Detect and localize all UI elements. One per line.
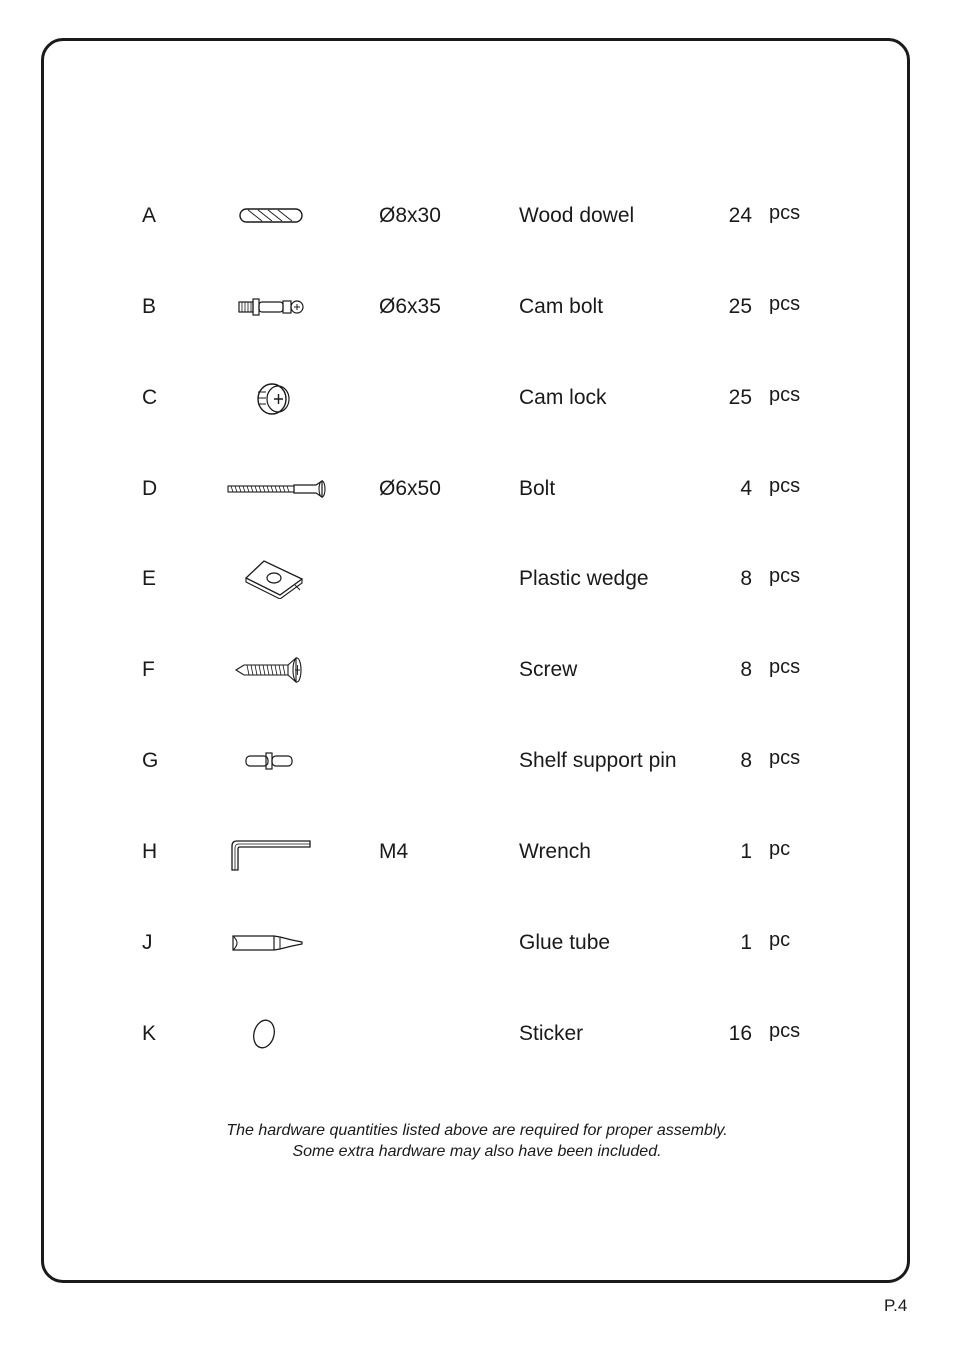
item-quantity: 25 [728, 386, 752, 409]
item-unit: pcs [769, 565, 801, 587]
item-letter: C [142, 386, 158, 409]
wood-dowel-icon [222, 196, 332, 236]
shelf-support-pin-icon [222, 741, 332, 781]
sticker-icon [222, 1014, 332, 1054]
item-size: M4 [379, 840, 409, 863]
assembly-note-line-2: Some extra hardware may also have been included. [292, 1143, 662, 1160]
wrench-icon [222, 832, 332, 872]
item-letter: G [142, 749, 159, 772]
item-quantity: 1 [740, 931, 752, 954]
item-unit: pc [769, 929, 791, 951]
item-letter: F [142, 658, 155, 681]
item-name: Wood dowel [519, 204, 635, 227]
cam-lock-icon [222, 378, 332, 418]
screw-icon [222, 650, 332, 690]
item-unit: pcs [769, 1020, 801, 1042]
item-quantity: 24 [728, 204, 752, 227]
hardware-row-h [0, 832, 954, 872]
item-letter: J [142, 931, 153, 954]
item-name: Glue tube [519, 931, 611, 954]
page-number: P.4 [884, 1296, 908, 1315]
item-name: Sticker [519, 1022, 584, 1045]
hardware-row-d [0, 469, 954, 509]
item-letter: H [142, 840, 158, 863]
hardware-row-j [0, 923, 954, 963]
item-size: Ø8x30 [379, 204, 441, 227]
hardware-row-c [0, 378, 954, 418]
item-letter: K [142, 1022, 157, 1045]
item-quantity: 4 [740, 477, 752, 500]
item-letter: A [142, 204, 157, 227]
item-unit: pcs [769, 747, 801, 769]
item-unit: pcs [769, 293, 801, 315]
item-letter: D [142, 477, 158, 500]
item-unit: pc [769, 838, 791, 860]
item-size: Ø6x35 [379, 295, 441, 318]
hardware-row-a [0, 196, 954, 236]
item-name: Cam lock [519, 386, 607, 409]
hardware-row-f [0, 650, 954, 690]
item-unit: pcs [769, 384, 801, 406]
bolt-icon [222, 469, 332, 509]
hardware-row-k [0, 1014, 954, 1054]
item-name: Cam bolt [519, 295, 604, 318]
assembly-note-line-1: The hardware quantities listed above are required for proper assembly. [226, 1122, 728, 1139]
item-quantity: 1 [740, 840, 752, 863]
item-name: Bolt [519, 477, 556, 500]
item-unit: pcs [769, 475, 801, 497]
item-letter: E [142, 567, 157, 590]
item-quantity: 8 [740, 567, 752, 590]
item-name: Shelf support pin [519, 749, 677, 772]
hardware-row-g [0, 741, 954, 781]
glue-tube-icon [222, 923, 332, 963]
plastic-wedge-icon [222, 559, 332, 599]
item-unit: pcs [769, 202, 801, 224]
hardware-row-e [0, 559, 954, 599]
item-unit: pcs [769, 656, 801, 678]
item-letter: B [142, 295, 157, 318]
item-quantity: 16 [728, 1022, 752, 1045]
item-quantity: 8 [740, 658, 752, 681]
item-quantity: 25 [728, 295, 752, 318]
item-quantity: 8 [740, 749, 752, 772]
item-size: Ø6x50 [379, 477, 441, 500]
cam-bolt-icon [222, 287, 332, 327]
hardware-row-b [0, 287, 954, 327]
item-name: Wrench [519, 840, 591, 863]
item-name: Plastic wedge [519, 567, 649, 590]
item-name: Screw [519, 658, 578, 681]
